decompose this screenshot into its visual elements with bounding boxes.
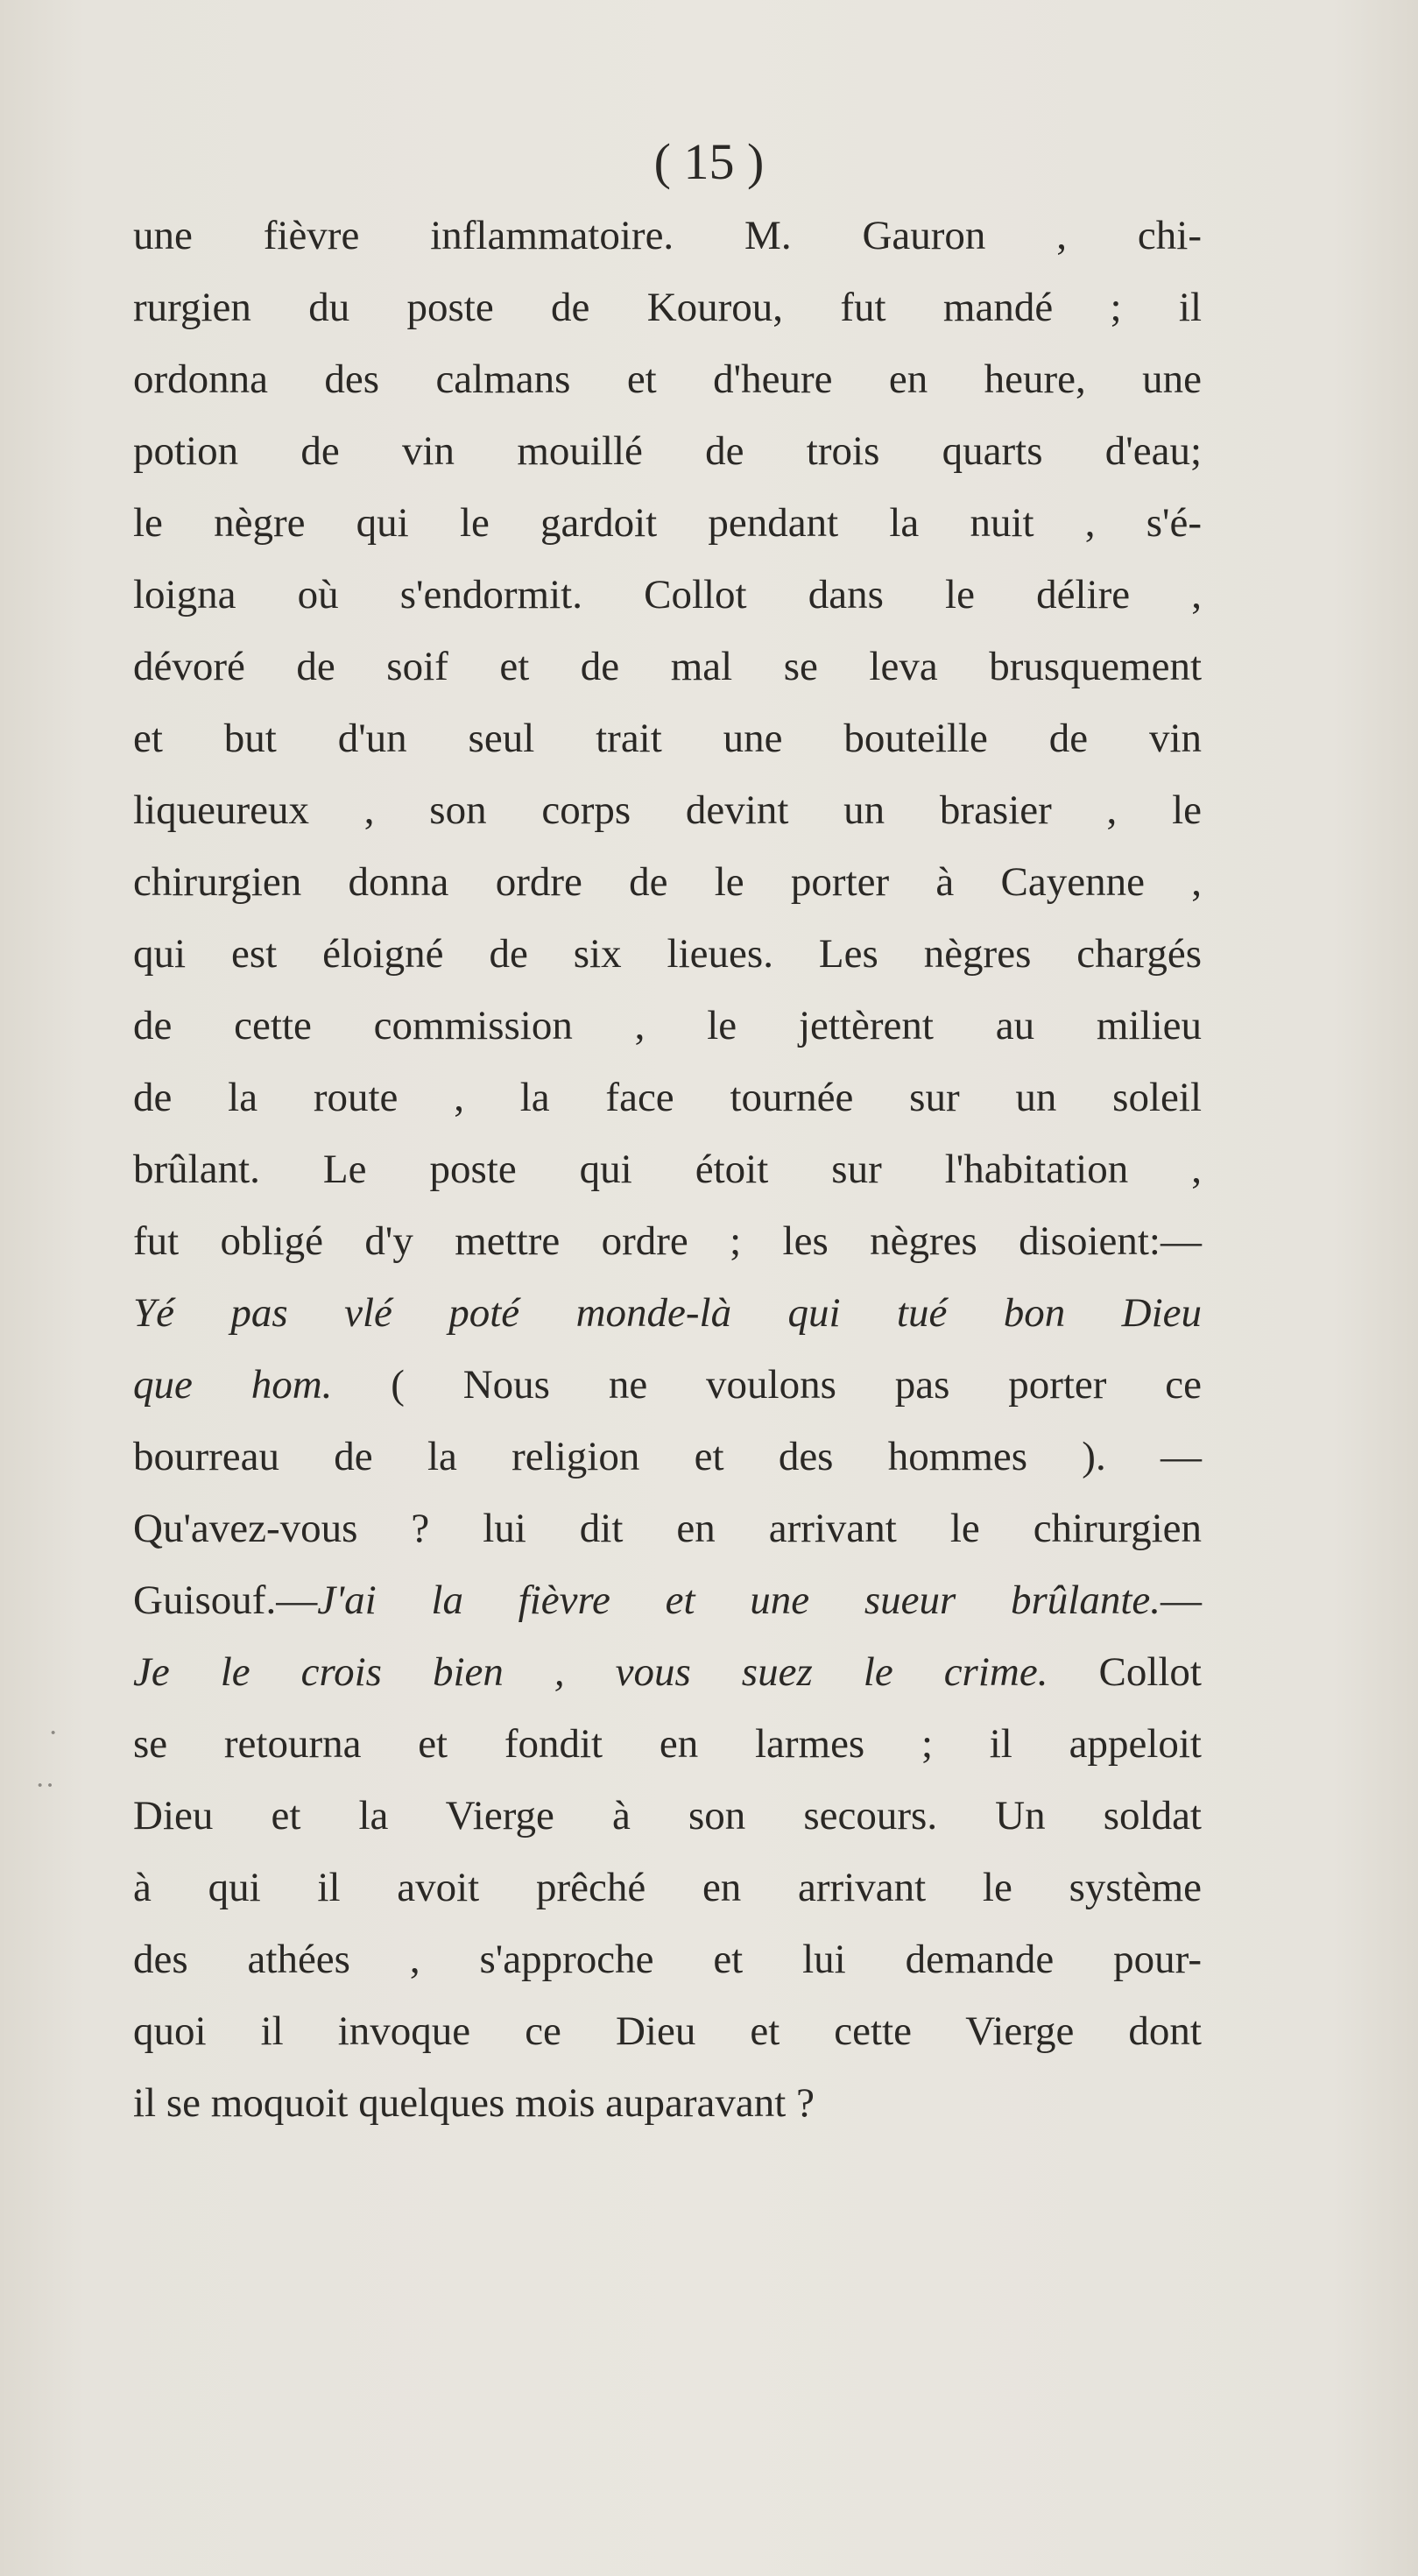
text-line <box>133 343 1202 415</box>
text-segment: rurgien du poste de Kourou, fut mandé ; il <box>133 285 1202 330</box>
text-line <box>133 2067 1202 2139</box>
text-segment: des athées , s'approche et lui demande pour- <box>133 1937 1202 1982</box>
italic-text-segment: Yé pas vlé poté monde-là qui tué bon Dieu <box>133 1290 1202 1336</box>
text-segment: — <box>1161 1577 1202 1623</box>
text-line <box>133 1421 1202 1493</box>
text-segment: le nègre qui le gardoit pendant la nuit , s'é- <box>133 500 1202 546</box>
text-segment: bourreau de la religion et des hommes ). — <box>133 1434 1202 1479</box>
text-segment: fut obligé d'y mettre ordre ; les nègres disoient:— <box>133 1218 1202 1264</box>
margin-speck: ·· <box>35 1769 55 1802</box>
text-line <box>133 1277 1202 1349</box>
text-segment: Collot <box>1048 1649 1202 1695</box>
text-segment: qui est éloigné de six lieues. Les nègres chargés <box>133 931 1202 977</box>
text-segment: ordonna des calmans et d'heure en heure, une <box>133 356 1202 402</box>
text-line <box>133 1780 1202 1852</box>
text-segment: loigna où s'endormit. Collot dans le délire , <box>133 572 1202 618</box>
text-line <box>133 200 1202 272</box>
italic-text-segment: Je le crois bien , vous suez le crime. <box>133 1649 1048 1695</box>
text-segment: et but d'un seul trait une bouteille de vin <box>133 716 1202 761</box>
text-segment: de cette commission , le jettèrent au milieu <box>133 1003 1202 1048</box>
body-text <box>133 200 1202 2139</box>
text-segment: se retourna et fondit en larmes ; il appeloit <box>133 1721 1202 1767</box>
text-segment: il se moquoit quelques mois auparavant ? <box>133 2080 815 2126</box>
text-line <box>133 1349 1202 1421</box>
text-line <box>133 415 1202 487</box>
text-line <box>133 1923 1202 1995</box>
italic-text-segment: J'ai la fièvre et une sueur brûlante. <box>317 1577 1161 1623</box>
text-segment: ( Nous ne voulons pas porter ce <box>332 1362 1202 1408</box>
text-line <box>133 1636 1202 1708</box>
text-segment: potion de vin mouillé de trois quarts d'eau; <box>133 428 1202 474</box>
text-line <box>133 846 1202 918</box>
text-line <box>133 1205 1202 1277</box>
text-line <box>133 487 1202 559</box>
italic-text-segment: que hom. <box>133 1362 333 1408</box>
text-segment: une fièvre inflammatoire. M. Gauron , chi- <box>133 213 1202 258</box>
text-segment: Guisouf.— <box>133 1577 318 1623</box>
page-number: ( 15 ) <box>653 133 765 190</box>
text-segment: chirurgien donna ordre de le porter à Cayenne , <box>133 859 1202 905</box>
text-line <box>133 1708 1202 1780</box>
text-line <box>133 1133 1202 1205</box>
text-segment: brûlant. Le poste qui étoit sur l'habitation , <box>133 1147 1202 1192</box>
text-line <box>133 702 1202 774</box>
text-line <box>133 272 1202 343</box>
text-line <box>133 774 1202 846</box>
text-line <box>133 1995 1202 2067</box>
text-segment: dévoré de soif et de mal se leva brusquement <box>133 644 1202 689</box>
text-segment: à qui il avoit prêché en arrivant le système <box>133 1865 1202 1910</box>
text-line <box>133 1493 1202 1564</box>
text-line <box>133 559 1202 631</box>
text-line <box>133 631 1202 702</box>
text-segment: liqueureux , son corps devint un brasier , le <box>133 787 1202 833</box>
margin-speck: · <box>48 1717 59 1749</box>
text-line <box>133 1564 1202 1636</box>
text-segment: Dieu et la Vierge à son secours. Un soldat <box>133 1793 1202 1838</box>
text-segment: Qu'avez-vous ? lui dit en arrivant le chirurgien <box>133 1506 1202 1551</box>
text-line <box>133 1062 1202 1133</box>
text-segment: de la route , la face tournée sur un soleil <box>133 1075 1202 1120</box>
text-segment: quoi il invoque ce Dieu et cette Vierge dont <box>133 2008 1202 2054</box>
text-line <box>133 1852 1202 1923</box>
text-line <box>133 990 1202 1062</box>
text-line <box>133 918 1202 990</box>
